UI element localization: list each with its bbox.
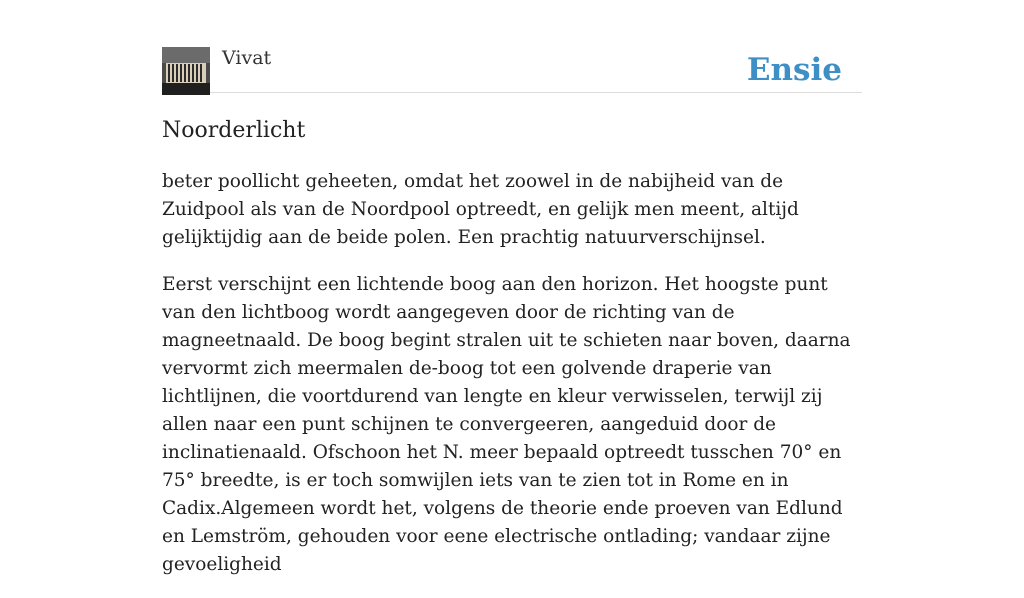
page [162, 0, 862, 575]
username[interactable]: Vivat [222, 47, 272, 69]
article-paragraph: beter poollicht geheeten, omdat het zoowel in de nabijheid van de Zuidpool als van de Noordpool optreedt, en gelijk men meent, altijd gelijktijdig aan de beide polen. Een prachtig natuurverschijnsel. [162, 171, 799, 248]
page-title: Noorderlicht [162, 118, 306, 143]
avatar[interactable] [162, 47, 210, 95]
article-paragraph: Eerst verschijnt een lichtende boog aan den horizon. Het hoogste punt van den lichtboog wordt aangegeven door de richting van de magneetnaald. De boog begint stralen uit te schieten naar boven, daarna vervormt zich meermalen de-boog tot een golvende draperie van lichtlijnen, die voortdurend van lengte en kleur verwisselen, terwijl zij allen naar een punt schijnen te convergeeren, aangeduid door de inclinatienaald. Ofschoon het N. meer bepaald optreedt tusschen 70° en 75° breedte, is er toch somwijlen iets van te zien tot in Rome en in Cadix.Algemeen wordt het, volgens de theorie ende proeven van Edlund en Lemström, gehouden voor eene electrische ontlading; vandaar zijne gevoeligheid [162, 274, 851, 575]
article-body [162, 168, 862, 598]
header [162, 47, 862, 93]
vinyl-records-icon [162, 47, 210, 95]
brand-logo[interactable]: Ensie [746, 52, 842, 88]
